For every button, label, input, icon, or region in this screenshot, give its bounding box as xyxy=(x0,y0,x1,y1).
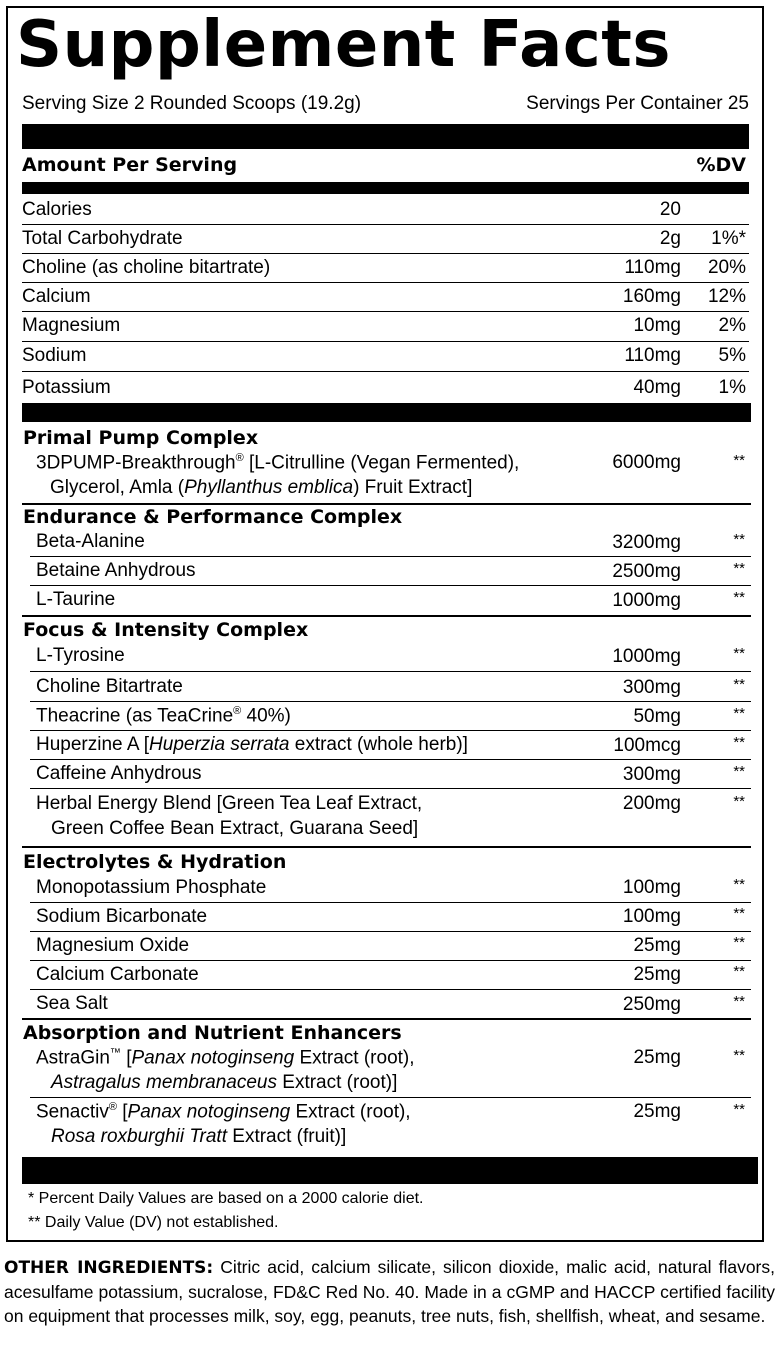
row-divider xyxy=(30,989,751,990)
ingredient-row: Monopotassium Phosphate xyxy=(36,877,267,898)
ingredient-latin-name: Rosa roxburghii Tratt xyxy=(51,1126,227,1147)
ingredient-amount: 2500mg xyxy=(612,561,681,582)
ingredient-latin-name: Panax notoginseng xyxy=(127,1101,291,1123)
ingredient-desc: extract (whole herb)] xyxy=(289,734,468,755)
ingredient-name: Huperzine A [ xyxy=(36,734,150,755)
ingredient-dv: ** xyxy=(733,676,745,693)
ingredient-row: Beta-Alanine xyxy=(36,531,145,552)
servings-per-container: Servings Per Container 25 xyxy=(526,93,749,114)
ingredient-name: 3DPUMP-Breakthrough xyxy=(36,452,236,474)
thick-divider xyxy=(22,403,751,422)
serving-size: Serving Size 2 Rounded Scoops (19.2g) xyxy=(22,93,362,114)
ingredient-astragin-line2 xyxy=(51,1072,397,1094)
nutrient-dv: 2% xyxy=(718,315,746,336)
ingredient-dv: ** xyxy=(733,452,745,469)
ingredient-dv: ** xyxy=(733,763,745,780)
serving-info xyxy=(22,93,749,115)
nutrient-amount: 20 xyxy=(659,199,681,220)
ingredient-amount: 25mg xyxy=(633,1047,681,1068)
ingredient-dv: ** xyxy=(733,1047,745,1064)
ingredient-dv: ** xyxy=(733,560,745,577)
nutrient-name: Sodium xyxy=(22,345,87,366)
ingredient-desc: Extract (fruit)] xyxy=(227,1126,347,1147)
thick-divider xyxy=(22,124,749,149)
ingredient-desc: 40%) xyxy=(241,705,291,727)
ingredient-herbal-blend: Herbal Energy Blend [Green Tea Leaf Extract, xyxy=(36,793,423,814)
nutrient-amount: 10mg xyxy=(633,315,681,336)
ingredient-row: Calcium Carbonate xyxy=(36,964,199,985)
footnote-dv: * Percent Daily Values are based on a 2000 calorie diet. xyxy=(28,1190,424,1207)
other-ingredients-text: Citric acid, calcium silicate, silicon dioxide, malic acid, natural flavors, acesulfame potassium, sucralose, FD&C Red No. 40. Made in a cGMP and HACCP certified facility on equipment that processes milk, soy, egg, peanuts, tree nuts, fish, shellfish, wheat, and sesame. xyxy=(4,1257,775,1326)
ingredient-amount: 25mg xyxy=(633,1101,681,1122)
ingredient-dv: ** xyxy=(733,531,745,548)
row-divider xyxy=(30,585,751,586)
ingredient-dv: ** xyxy=(733,963,745,980)
ingredient-desc: [ xyxy=(116,1101,128,1123)
row-divider xyxy=(22,371,749,372)
ingredient-amount: 25mg xyxy=(633,964,681,985)
ingredient-desc: [ xyxy=(120,1047,132,1069)
ingredient-senactiv xyxy=(36,1101,411,1123)
section-divider xyxy=(22,615,751,617)
ingredient-amount: 100mg xyxy=(622,877,681,898)
dv-header: %DV xyxy=(696,154,746,176)
ingredient-row: Caffeine Anhydrous xyxy=(36,763,202,784)
nutrient-name: Potassium xyxy=(22,377,111,398)
ingredient-dv: ** xyxy=(733,1101,745,1118)
ingredient-row: Betaine Anhydrous xyxy=(36,560,196,581)
ingredient-dv: ** xyxy=(733,876,745,893)
nutrient-amount: 110mg xyxy=(624,257,681,278)
ingredient-amount: 25mg xyxy=(633,935,681,956)
ingredient-desc: Glycerol, Amla ( xyxy=(50,477,185,498)
section-title-absorption: Absorption and Nutrient Enhancers xyxy=(23,1022,402,1044)
section-divider xyxy=(22,503,751,505)
ingredient-amount: 1000mg xyxy=(612,590,681,611)
row-divider xyxy=(30,902,751,903)
section-divider xyxy=(22,1018,751,1020)
row-divider xyxy=(30,1097,751,1098)
ingredient-row: L-Taurine xyxy=(36,589,116,610)
ingredient-desc: Extract (root), xyxy=(294,1047,415,1069)
ingredient-name: AstraGin xyxy=(36,1047,110,1069)
ingredient-3dpump-line2 xyxy=(50,477,472,499)
nutrient-amount: 2g xyxy=(659,228,681,249)
section-divider xyxy=(22,846,751,848)
ingredient-latin-name: Huperzia serrata xyxy=(149,734,290,755)
other-ingredients-label: OTHER INGREDIENTS: xyxy=(4,1258,214,1278)
ingredient-3dpump xyxy=(36,452,519,474)
ingredient-amount: 100mg xyxy=(622,906,681,927)
ingredient-dv: ** xyxy=(733,793,745,810)
ingredient-amount: 200mg xyxy=(622,793,681,814)
ingredient-desc: [L-Citrulline (Vegan Fermented), xyxy=(243,452,520,474)
ingredient-dv: ** xyxy=(733,905,745,922)
row-divider xyxy=(30,701,751,702)
ingredient-desc: Extract (root)] xyxy=(277,1072,398,1093)
thick-divider xyxy=(22,182,749,194)
ingredient-astragin xyxy=(36,1047,415,1069)
section-title-primal-pump: Primal Pump Complex xyxy=(23,427,259,449)
nutrient-dv: 20% xyxy=(707,257,746,278)
ingredient-amount: 6000mg xyxy=(612,452,681,473)
row-divider xyxy=(22,311,749,312)
section-title-endurance: Endurance & Performance Complex xyxy=(23,506,403,528)
ingredient-latin-name: Astragalus membranaceus xyxy=(51,1072,277,1093)
row-divider xyxy=(30,730,751,731)
row-divider xyxy=(30,671,751,672)
nutrient-amount: 160mg xyxy=(622,286,681,307)
nutrient-name: Total Carbohydrate xyxy=(22,228,183,249)
row-divider xyxy=(30,931,751,932)
ingredient-herbal-blend-line2: Green Coffee Bean Extract, Guarana Seed] xyxy=(51,818,419,839)
label-title: Supplement Facts xyxy=(16,8,671,82)
ingredient-amount: 300mg xyxy=(622,764,681,785)
section-title-focus: Focus & Intensity Complex xyxy=(23,619,309,641)
ingredient-dv: ** xyxy=(733,589,745,606)
nutrient-name: Choline (as choline bitartrate) xyxy=(22,257,271,278)
registered-mark: ® xyxy=(108,1101,117,1113)
nutrient-name: Magnesium xyxy=(22,315,121,336)
ingredient-amount: 3200mg xyxy=(612,532,681,553)
ingredient-theacrine xyxy=(36,705,291,727)
row-divider xyxy=(22,224,749,225)
nutrient-dv: 12% xyxy=(707,286,746,307)
row-divider xyxy=(22,282,749,283)
amount-per-serving-header xyxy=(22,154,746,176)
ingredient-senactiv-line2 xyxy=(51,1126,346,1148)
nutrient-amount: 40mg xyxy=(633,377,681,398)
ingredient-desc: ) Fruit Extract] xyxy=(353,477,473,498)
ingredient-dv: ** xyxy=(733,934,745,951)
registered-mark: ® xyxy=(235,452,244,464)
other-ingredients xyxy=(4,1255,775,1328)
ingredient-row: L-Tyrosine xyxy=(36,645,125,666)
ingredient-desc: Extract (root), xyxy=(290,1101,411,1123)
ingredient-dv: ** xyxy=(733,993,745,1010)
footnote-not-established: ** Daily Value (DV) not established. xyxy=(28,1214,279,1231)
nutrient-dv: 5% xyxy=(718,345,746,366)
ingredient-amount: 250mg xyxy=(622,994,681,1015)
row-divider xyxy=(22,253,749,254)
nutrient-dv: 1% xyxy=(718,377,746,398)
ingredient-amount: 300mg xyxy=(622,677,681,698)
trademark-mark: ™ xyxy=(109,1047,121,1059)
nutrient-amount: 110mg xyxy=(624,345,681,366)
ingredient-latin-name: Phyllanthus emblica xyxy=(184,477,354,498)
row-divider xyxy=(30,759,751,760)
ingredient-row: Sodium Bicarbonate xyxy=(36,906,208,927)
ingredient-amount: 100mcg xyxy=(613,735,681,756)
ingredient-row: Choline Bitartrate xyxy=(36,676,183,697)
ingredient-dv: ** xyxy=(733,734,745,751)
row-divider xyxy=(30,788,751,789)
section-title-electrolytes: Electrolytes & Hydration xyxy=(23,851,287,873)
amount-per-serving-label: Amount Per Serving xyxy=(22,154,238,176)
row-divider xyxy=(22,341,749,342)
nutrient-name: Calories xyxy=(22,199,92,220)
ingredient-huperzine xyxy=(36,734,468,756)
ingredient-dv: ** xyxy=(733,705,745,722)
row-divider xyxy=(30,960,751,961)
ingredient-dv: ** xyxy=(733,645,745,662)
thick-divider xyxy=(22,1157,758,1184)
ingredient-name: Theacrine (as TeaCrine xyxy=(36,705,234,727)
ingredient-row: Sea Salt xyxy=(36,993,108,1014)
registered-mark: ® xyxy=(233,705,242,717)
row-divider xyxy=(30,556,751,557)
ingredient-name: Senactiv xyxy=(36,1101,109,1123)
ingredient-row: Magnesium Oxide xyxy=(36,935,190,956)
ingredient-amount: 1000mg xyxy=(612,646,681,667)
ingredient-amount: 50mg xyxy=(633,706,681,727)
nutrient-name: Calcium xyxy=(22,286,91,307)
ingredient-latin-name: Panax notoginseng xyxy=(131,1047,295,1069)
nutrient-dv: 1%* xyxy=(711,228,746,249)
